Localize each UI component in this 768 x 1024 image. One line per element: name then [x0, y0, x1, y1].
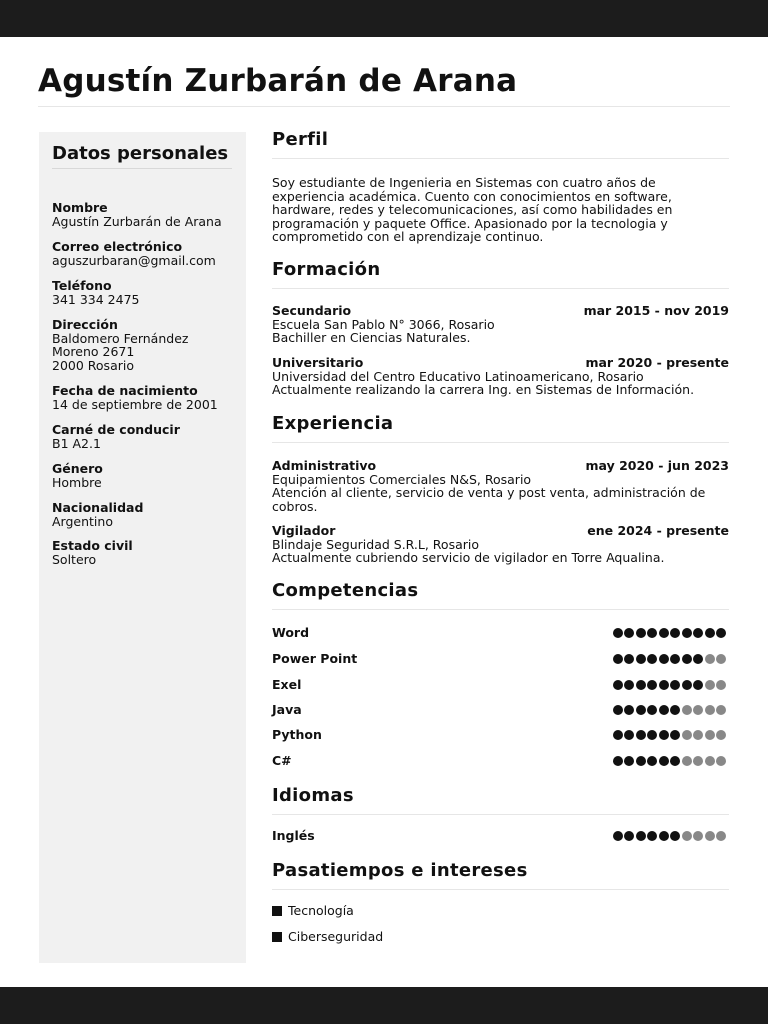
rating-dot-empty: [705, 831, 715, 841]
skill-name: Word: [272, 625, 310, 640]
rating-dot-filled: [636, 654, 646, 664]
skill-name: Python: [272, 727, 322, 742]
section-title-competencias: Competencias: [272, 579, 729, 610]
field-carne: [52, 423, 242, 450]
rating-dot-filled: [613, 705, 623, 715]
language-name: Inglés: [272, 828, 315, 843]
rating-dot-empty: [682, 705, 692, 715]
entry-date: may 2020 - jun 2023: [585, 458, 729, 473]
rating-dot-filled: [636, 680, 646, 690]
rating-dot-filled: [647, 654, 657, 664]
field-label: Nacionalidad: [52, 500, 144, 515]
field-correo: [52, 240, 242, 267]
rating-dot-filled: [636, 730, 646, 740]
rating-dot-empty: [705, 756, 715, 766]
rating-dot-empty: [716, 654, 726, 664]
skill-row: [272, 702, 729, 718]
field-fecha-nacimiento: [52, 384, 242, 411]
rating-dot-empty: [705, 730, 715, 740]
hobby-item: [272, 903, 354, 919]
rating-dot-filled: [636, 756, 646, 766]
rating-dot-empty: [693, 705, 703, 715]
field-label: Fecha de nacimiento: [52, 383, 198, 398]
rating-dot-filled: [659, 654, 669, 664]
section-title-experiencia: Experiencia: [272, 412, 729, 443]
rating-dot-filled: [670, 654, 680, 664]
bottom-bar: [0, 987, 768, 1024]
rating-dot-filled: [659, 730, 669, 740]
page-title: Agustín Zurbarán de Arana: [38, 60, 730, 107]
rating-dot-filled: [716, 628, 726, 638]
rating-dot-filled: [682, 680, 692, 690]
language-rating: [611, 831, 726, 841]
sidebar-title: Datos personales: [52, 143, 232, 169]
entry-description: Atención al cliente, servicio de venta y post venta, administración de cobros.: [272, 485, 706, 514]
field-value: 341 334 2475: [52, 291, 140, 307]
skill-rating: [611, 756, 726, 766]
rating-dot-filled: [636, 705, 646, 715]
rating-dot-filled: [624, 705, 634, 715]
skill-name: Java: [272, 702, 302, 717]
field-value: Argentino: [52, 513, 113, 529]
rating-dot-empty: [716, 831, 726, 841]
personal-data-sidebar: [39, 132, 246, 963]
entry-date: mar 2020 - presente: [585, 355, 729, 370]
field-label: Correo electrónico: [52, 239, 183, 254]
bullet-square-icon: [272, 906, 282, 916]
rating-dot-filled: [613, 730, 623, 740]
rating-dot-filled: [705, 628, 715, 638]
field-label: Nombre: [52, 200, 108, 215]
section-title-perfil: Perfil: [272, 128, 729, 159]
education-entry: [272, 356, 729, 397]
hobby-label: Tecnología: [288, 903, 354, 918]
field-label: Carné de conducir: [52, 422, 180, 437]
skill-row: [272, 625, 729, 641]
rating-dot-filled: [624, 654, 634, 664]
rating-dot-filled: [636, 831, 646, 841]
entry-title: Universitario: [272, 355, 364, 370]
section-title-pasatiempos: Pasatiempos e intereses: [272, 859, 729, 890]
rating-dot-empty: [682, 831, 692, 841]
skill-row: [272, 727, 729, 743]
education-entry: [272, 304, 729, 345]
rating-dot-filled: [624, 730, 634, 740]
skill-name: Power Point: [272, 651, 358, 666]
skill-rating: [611, 705, 726, 715]
field-genero: [52, 462, 242, 489]
entry-date: mar 2015 - nov 2019: [583, 303, 729, 318]
skill-row: [272, 753, 729, 769]
entry-place: Escuela San Pablo N° 3066, Rosario: [272, 316, 495, 332]
rating-dot-filled: [682, 628, 692, 638]
bullet-square-icon: [272, 932, 282, 942]
rating-dot-empty: [705, 705, 715, 715]
rating-dot-empty: [705, 680, 715, 690]
rating-dot-filled: [613, 654, 623, 664]
skill-row: [272, 677, 729, 693]
rating-dot-empty: [716, 730, 726, 740]
field-nombre: [52, 201, 242, 228]
skill-rating: [611, 730, 726, 740]
profile-text: Soy estudiante de Ingenieria en Sistemas con cuatro años de experiencia académica. Cuento con conocimientos en software, hardware, redes y telecomunicaciones, así como habilidades en programación y paquete Office. Apasionado por la tecnologia y comprometido con el aprendizaje continuo.: [272, 175, 673, 244]
entry-date: ene 2024 - presente: [587, 523, 729, 538]
field-value: Soltero: [52, 551, 97, 567]
rating-dot-filled: [624, 680, 634, 690]
experience-entry: [272, 524, 729, 565]
skill-rating: [611, 628, 726, 638]
field-label: Estado civil: [52, 538, 133, 553]
field-label: Género: [52, 461, 103, 476]
rating-dot-empty: [716, 705, 726, 715]
rating-dot-filled: [670, 730, 680, 740]
hobby-item: [272, 929, 383, 945]
rating-dot-filled: [693, 628, 703, 638]
rating-dot-filled: [613, 756, 623, 766]
field-value: B1 A2.1: [52, 435, 101, 451]
skill-row: [272, 651, 729, 667]
hobby-label: Ciberseguridad: [288, 929, 384, 944]
field-value: aguszurbaran@gmail.com: [52, 252, 216, 268]
field-nacionalidad: [52, 501, 242, 528]
rating-dot-filled: [636, 628, 646, 638]
skill-name: C#: [272, 753, 292, 768]
field-value: Hombre: [52, 474, 102, 490]
rating-dot-filled: [670, 680, 680, 690]
rating-dot-filled: [693, 680, 703, 690]
rating-dot-empty: [716, 680, 726, 690]
rating-dot-empty: [682, 756, 692, 766]
skill-rating: [611, 654, 726, 664]
rating-dot-filled: [670, 756, 680, 766]
rating-dot-filled: [659, 628, 669, 638]
field-telefono: [52, 279, 242, 306]
field-estado-civil: [52, 539, 242, 566]
rating-dot-filled: [659, 831, 669, 841]
field-direccion: [52, 318, 242, 372]
rating-dot-filled: [624, 628, 634, 638]
rating-dot-empty: [693, 831, 703, 841]
section-title-formacion: Formación: [272, 258, 729, 289]
rating-dot-filled: [613, 628, 623, 638]
entry-title: Vigilador: [272, 523, 336, 538]
rating-dot-filled: [613, 831, 623, 841]
entry-title: Secundario: [272, 303, 352, 318]
entry-description: Bachiller en Ciencias Naturales.: [272, 330, 471, 345]
skill-name: Exel: [272, 677, 302, 692]
entry-description: Actualmente cubriendo servicio de vigilador en Torre Aqualina.: [272, 550, 665, 565]
rating-dot-empty: [682, 730, 692, 740]
rating-dot-filled: [647, 705, 657, 715]
rating-dot-filled: [670, 628, 680, 638]
rating-dot-empty: [705, 654, 715, 664]
entry-place: Blindaje Seguridad S.R.L, Rosario: [272, 536, 480, 552]
entry-title: Administrativo: [272, 458, 377, 473]
experience-entry: [272, 459, 729, 513]
rating-dot-filled: [613, 680, 623, 690]
rating-dot-filled: [670, 831, 680, 841]
entry-place: Equipamientos Comerciales N&S, Rosario: [272, 471, 532, 487]
rating-dot-filled: [693, 654, 703, 664]
rating-dot-filled: [659, 680, 669, 690]
rating-dot-filled: [624, 831, 634, 841]
field-value: 14 de septiembre de 2001: [52, 396, 218, 412]
language-row: [272, 828, 729, 844]
field-label: Teléfono: [52, 278, 112, 293]
rating-dot-filled: [682, 654, 692, 664]
field-label: Dirección: [52, 317, 118, 332]
entry-description: Actualmente realizando la carrera Ing. en Sistemas de Información.: [272, 382, 695, 397]
rating-dot-empty: [693, 756, 703, 766]
rating-dot-filled: [647, 628, 657, 638]
field-value: Agustín Zurbarán de Arana: [52, 213, 222, 229]
rating-dot-filled: [624, 756, 634, 766]
rating-dot-filled: [670, 705, 680, 715]
rating-dot-empty: [716, 756, 726, 766]
field-value: Baldomero Fernández Moreno 2671 2000 Rosario: [52, 330, 189, 373]
rating-dot-filled: [647, 730, 657, 740]
section-title-idiomas: Idiomas: [272, 784, 729, 815]
rating-dot-filled: [659, 705, 669, 715]
top-bar: [0, 0, 768, 37]
skill-rating: [611, 680, 726, 690]
rating-dot-empty: [693, 730, 703, 740]
rating-dot-filled: [647, 831, 657, 841]
rating-dot-filled: [647, 680, 657, 690]
entry-place: Universidad del Centro Educativo Latinoamericano, Rosario: [272, 368, 644, 384]
rating-dot-filled: [659, 756, 669, 766]
rating-dot-filled: [647, 756, 657, 766]
